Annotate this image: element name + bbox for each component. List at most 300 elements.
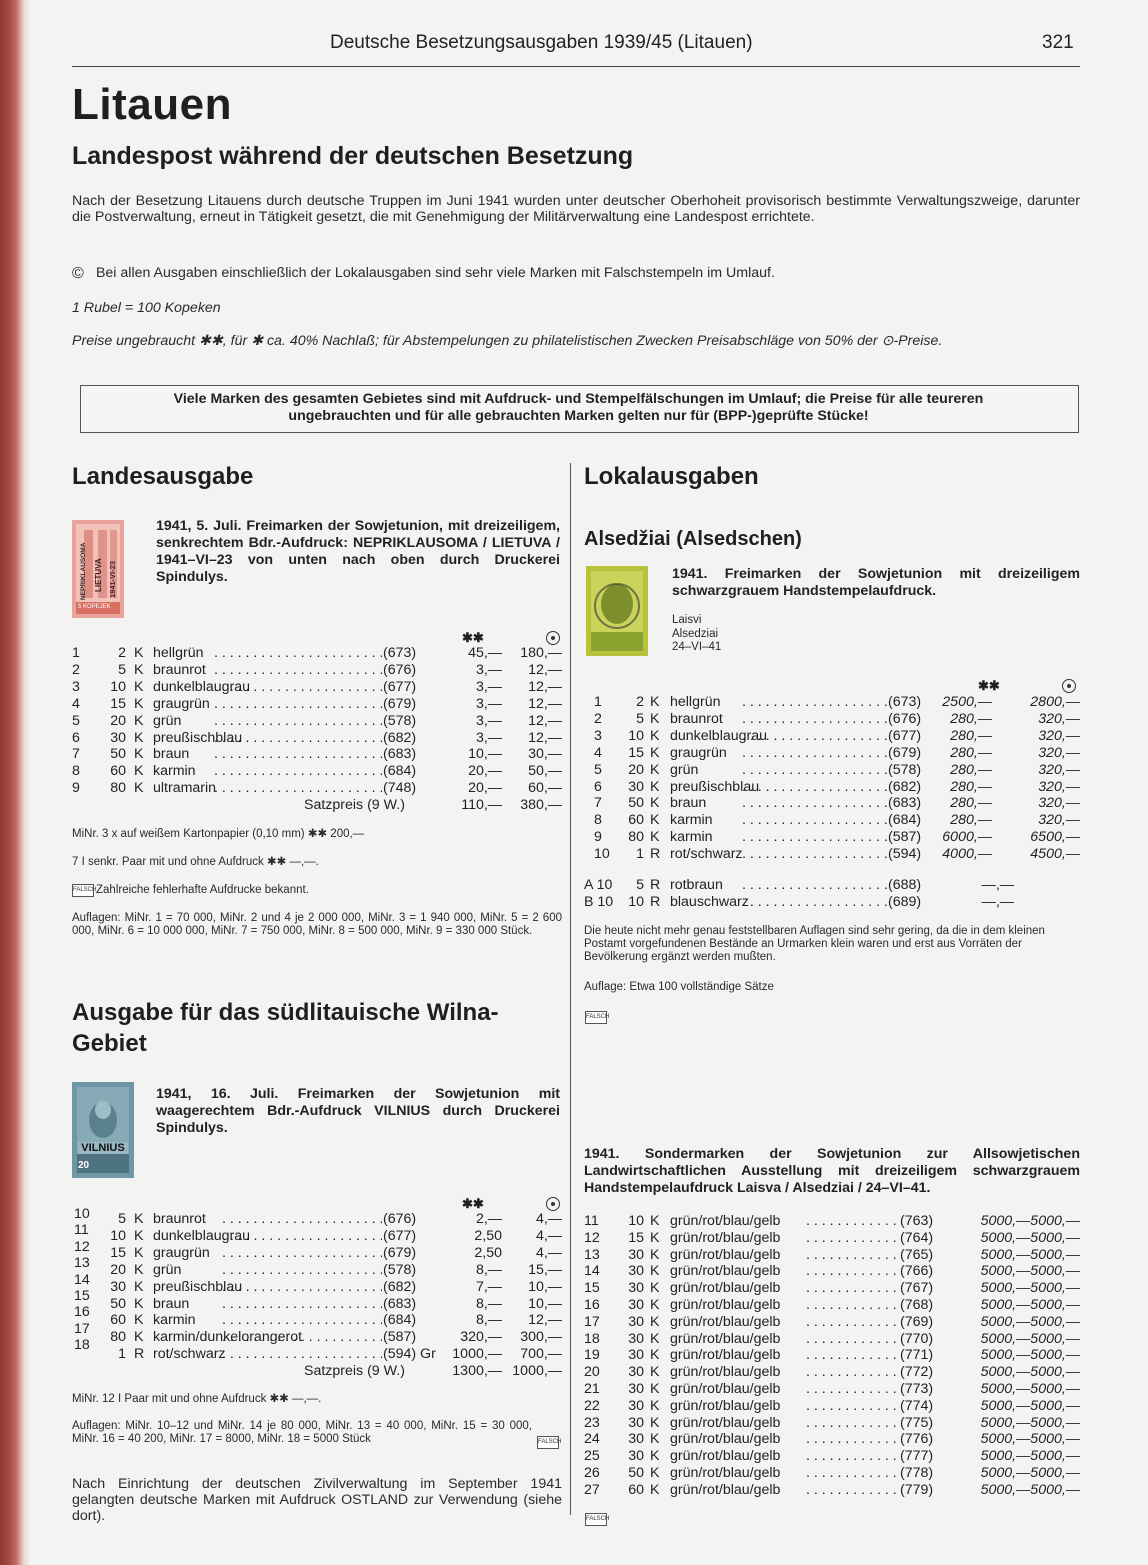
value-unit: K: [650, 1414, 660, 1431]
face-value: 10: [110, 678, 126, 695]
face-value: 60: [110, 1312, 126, 1329]
leader-dots: [222, 1245, 382, 1262]
table-row: [72, 679, 562, 696]
color-name: ultramarin: [153, 780, 217, 797]
table-row: [584, 894, 1080, 911]
used-price: 2800,—: [1030, 694, 1080, 710]
used-price: 12,—: [528, 695, 562, 712]
used-price: 300,—: [520, 1329, 562, 1346]
face-value: 1: [118, 1346, 126, 1363]
color-name: braunrot: [153, 1211, 206, 1227]
face-value: 30: [110, 1278, 126, 1295]
table-row: [72, 1211, 562, 1228]
closing-note-ostland: Nach Einrichtung der deutschen Zivilverwaltung im September 1941 gelangten deutsche Marken mit Aufdruck OSTLAND zur Verwendung (siehe dort).: [72, 1476, 562, 1524]
value-unit: K: [650, 1347, 660, 1364]
color-name: braunrot: [670, 710, 723, 727]
value-unit: K: [650, 727, 660, 744]
leader-dots: [214, 746, 382, 763]
table-row: [584, 711, 1080, 728]
ref-number: (769): [900, 1313, 934, 1330]
cat-number: 16: [74, 1304, 90, 1321]
used-price: 12,—: [528, 729, 562, 746]
leader-dots: [214, 730, 382, 747]
face-value: 15: [628, 744, 644, 761]
price-pair: 5000,—5000,—: [980, 1280, 1080, 1297]
table-row: [72, 1262, 562, 1279]
face-value: 20: [110, 1261, 126, 1278]
cat-number: 7: [594, 795, 602, 812]
ref-number: (676): [888, 710, 922, 727]
ref-number: (684): [383, 1312, 417, 1329]
ref-number: (682): [888, 778, 922, 795]
used-price: 50,—: [528, 763, 562, 780]
cat-number: 8: [594, 812, 602, 829]
cat-number: 12: [74, 1238, 90, 1255]
page-number: 321: [1042, 32, 1074, 53]
value-unit: R: [650, 877, 661, 893]
set-row-wilna: [72, 1363, 562, 1380]
note-pair-wilna: MiNr. 12 I Paar mit und ohne Aufdruck ✱✱ —,—.: [72, 1393, 322, 1405]
leader-dots: [806, 1448, 898, 1465]
cat-number: 22: [584, 1397, 600, 1414]
color-name: dunkelblaugrau: [670, 727, 768, 744]
color-name: preußischblau: [670, 778, 760, 795]
ref-number: (677): [888, 727, 922, 744]
price-pair: 5000,—5000,—: [980, 1465, 1080, 1481]
face-value: 60: [628, 812, 644, 829]
warning-line-1: Viele Marken des gesamten Gebietes sind mit Aufdruck- und Stempelfälschungen im Umlauf; die Preise für alle teureren: [173, 391, 984, 407]
leader-dots: [222, 1296, 382, 1313]
table-row: [584, 1247, 1080, 1264]
color-name: preußischblau: [153, 729, 243, 746]
face-value: 30: [628, 1313, 644, 1330]
book-spine-shadow: [0, 0, 30, 1565]
column-divider: [570, 463, 571, 1515]
mint-price: 7,—: [475, 1278, 502, 1295]
value-unit: K: [650, 1481, 660, 1498]
issue-text-landesausgabe: 1941, 5. Juli. Freimarken der Sowjetunion, mit dreizeiligem, senkrechtem Bdr.-Aufdruck: NEPRIKLAUSOMA / LIETUVA / 1941–VI–23 von unten nach oben durch Druckerei Spindulys.: [156, 518, 560, 585]
cat-number: 5: [72, 712, 80, 729]
face-value: 30: [628, 1246, 644, 1263]
color-name: dunkelblaugrau: [153, 1227, 251, 1244]
value-unit: K: [650, 1448, 660, 1465]
color-name: grün: [153, 1261, 182, 1278]
color-name: graugrün: [153, 1244, 210, 1261]
value-unit: K: [650, 1263, 660, 1280]
face-value: 1: [636, 846, 644, 863]
table-row: [584, 1347, 1080, 1364]
color-name: karmin: [670, 812, 713, 829]
used-header-icon-lokal: [1062, 679, 1076, 693]
cat-number: B 10: [584, 893, 614, 910]
ref-number: (765): [900, 1246, 934, 1263]
leader-dots: [806, 1482, 898, 1499]
issue-text-wilna: 1941, 16. Juli. Freimarken der Sowjetunion mit waagerechtem Bdr.-Aufdruck VILNIUS durch Druckerei Spindulys.: [156, 1086, 560, 1136]
ref-number: (578): [383, 1261, 417, 1278]
price-pair: 5000,—5000,—: [980, 1263, 1080, 1280]
table-row: [72, 746, 562, 763]
leader-dots: [742, 877, 888, 894]
price-pair: 5000,—5000,—: [980, 1481, 1080, 1498]
mint-price: 3,—: [475, 678, 502, 695]
leader-dots: [742, 779, 888, 796]
price-pair: 5000,—5000,—: [980, 1347, 1080, 1364]
ref-number: (682): [383, 1278, 417, 1295]
table-row: [584, 846, 1080, 863]
price-pair: 5000,—5000,—: [980, 1397, 1080, 1414]
value-unit: K: [134, 645, 144, 661]
price-pair: 5000,—5000,—: [980, 1330, 1080, 1347]
stamp-ovp-line-1: NEPRIKLAUSOMA: [80, 542, 87, 600]
cat-number: 19: [584, 1347, 600, 1364]
ref-number: (684): [888, 812, 922, 829]
used-price: 4,—: [535, 1244, 562, 1261]
color-name: braunrot: [153, 661, 206, 678]
cat-number: 15: [584, 1280, 600, 1297]
value-unit: K: [650, 1280, 660, 1297]
leader-dots: [222, 1279, 382, 1296]
value-unit: K: [134, 780, 144, 797]
ref-number: (578): [383, 712, 417, 729]
face-value: 80: [628, 829, 644, 846]
table-row: [584, 877, 1080, 894]
mint-price: 8,—: [475, 1261, 502, 1278]
ref-number: (767): [900, 1280, 934, 1297]
table-row: [584, 1364, 1080, 1381]
note-auflage-100: Auflage: Etwa 100 vollständige Sätze: [584, 981, 774, 993]
face-value: 30: [628, 1448, 644, 1465]
section-heading-lokalausgaben: Lokalausgaben: [584, 463, 759, 490]
leader-dots: [222, 1329, 382, 1346]
ref-number: (594) Gr: [383, 1346, 436, 1363]
value-unit: R: [134, 1346, 145, 1363]
face-value: 20: [110, 712, 126, 729]
value-unit: K: [134, 1261, 144, 1278]
value-unit: K: [650, 1431, 660, 1448]
color-name: preußischblau: [153, 1278, 243, 1295]
used-price: 320,—: [1038, 795, 1080, 812]
color-name: hellgrün: [670, 694, 721, 710]
face-value: 30: [628, 1280, 644, 1297]
face-value: 2: [636, 694, 644, 710]
face-value: 60: [110, 763, 126, 780]
used-price: 320,—: [1038, 744, 1080, 761]
ref-number: (673): [888, 694, 922, 710]
leader-dots: [806, 1398, 898, 1415]
face-value: 50: [628, 1465, 644, 1481]
face-value: 30: [628, 1431, 644, 1448]
leader-dots: [806, 1431, 898, 1448]
face-value: 20: [628, 761, 644, 778]
value-unit: K: [134, 712, 144, 729]
face-value: 30: [110, 729, 126, 746]
ref-number: (764): [900, 1229, 934, 1246]
ref-number: (677): [383, 678, 417, 695]
value-unit: K: [650, 1381, 660, 1397]
color-name: grün/rot/blau/gelb: [670, 1448, 781, 1465]
ref-number: (682): [383, 729, 417, 746]
leader-dots: [222, 1228, 382, 1245]
value-unit: K: [650, 1297, 660, 1313]
face-value: 10: [628, 893, 644, 910]
running-header: Deutsche Besetzungsausgaben 1939/45 (Litauen): [330, 32, 753, 53]
value-unit: K: [650, 1229, 660, 1246]
section-heading-wilna-2: Gebiet: [72, 1030, 147, 1057]
falsch-badge-icon-lokal: FALSCH: [585, 1011, 607, 1024]
ref-number: (679): [888, 744, 922, 761]
mint-price: 3,—: [475, 712, 502, 729]
value-unit: K: [650, 778, 660, 795]
value-unit: K: [134, 678, 144, 695]
table-row: [72, 1228, 562, 1245]
stamp-image-vilnius: [72, 1082, 134, 1178]
stamp-ovp-line-2: LIETUVA: [94, 558, 103, 592]
value-unit: K: [134, 1211, 144, 1227]
leader-dots: [742, 711, 888, 728]
color-name: grün/rot/blau/gelb: [670, 1364, 781, 1381]
table-row: [72, 713, 562, 730]
leader-dots: [742, 812, 888, 829]
face-value: 10: [628, 727, 644, 744]
color-name: grün/rot/blau/gelb: [670, 1465, 781, 1481]
mint-price: 45,—: [468, 645, 502, 661]
leader-dots: [214, 713, 382, 730]
ref-number: (673): [383, 645, 417, 661]
cat-number: 14: [74, 1271, 90, 1288]
cat-number: 18: [74, 1337, 90, 1354]
color-name: karmin: [153, 763, 196, 780]
leader-dots: [806, 1213, 898, 1230]
leader-dots: [214, 679, 382, 696]
leader-dots: [806, 1230, 898, 1247]
mint-price: 1000,—: [452, 1346, 502, 1363]
header-rule: [72, 66, 1080, 67]
mint-price: 6000,—: [942, 829, 992, 846]
page-title: Litauen: [72, 80, 232, 129]
price-pair: 5000,—5000,—: [980, 1229, 1080, 1246]
used-price: 320,—: [1038, 761, 1080, 778]
value-unit: K: [650, 1465, 660, 1481]
cat-number: A 10: [584, 877, 613, 893]
page-subtitle: Landespost während der deutschen Besetzung: [72, 142, 634, 170]
leader-dots: [806, 1465, 898, 1482]
leader-dots: [742, 694, 888, 711]
leader-dots: [806, 1415, 898, 1432]
ref-number: (688): [888, 877, 922, 893]
table-row: [72, 1346, 562, 1363]
cat-number: 4: [72, 695, 80, 712]
price-pair: 5000,—5000,—: [980, 1414, 1080, 1431]
ref-number: (766): [900, 1263, 934, 1280]
table-row: [584, 1280, 1080, 1297]
value-unit: K: [134, 1295, 144, 1312]
cat-number: 3: [594, 727, 602, 744]
price-pair: 5000,—5000,—: [980, 1313, 1080, 1330]
ref-number: (770): [900, 1330, 934, 1347]
cat-number: 25: [584, 1448, 600, 1465]
value-unit: K: [134, 763, 144, 780]
table-row: [72, 1296, 562, 1313]
ref-number: (771): [900, 1347, 934, 1364]
ref-number: (776): [900, 1431, 934, 1448]
color-name: grün/rot/blau/gelb: [670, 1397, 781, 1414]
color-name: rot/schwarz: [670, 846, 743, 863]
leader-dots: [806, 1280, 898, 1297]
price-pair: 5000,—5000,—: [980, 1448, 1080, 1465]
ref-number: (779): [900, 1481, 934, 1498]
price-pair: 5000,—5000,—: [980, 1297, 1080, 1313]
warning-text: [80, 391, 1077, 425]
value-unit: K: [650, 1246, 660, 1263]
mint-price: 280,—: [950, 710, 992, 727]
table-row: [584, 1297, 1080, 1314]
leader-dots: [806, 1331, 898, 1348]
table-row: [72, 696, 562, 713]
leader-dots: [742, 829, 888, 846]
value-unit: K: [134, 1312, 144, 1329]
mint-price: 2,50: [474, 1244, 502, 1261]
face-value: 15: [110, 1244, 126, 1261]
cat-number: 3: [72, 678, 80, 695]
used-price: 180,—: [520, 645, 562, 661]
color-name: hellgrün: [153, 645, 204, 661]
price-pair: 5000,—5000,—: [980, 1246, 1080, 1263]
value-unit: K: [134, 695, 144, 712]
issue-text-alsedziai: 1941. Freimarken der Sowjetunion mit dreizeiligem schwarzgrauem Handstempelaufdruck.: [672, 566, 1080, 599]
used-price: 700,—: [520, 1346, 562, 1363]
mint-price: —,—: [981, 893, 1014, 910]
face-value: 5: [636, 877, 644, 893]
mint-price: —,—: [981, 877, 1014, 893]
ref-number: (578): [888, 761, 922, 778]
face-value: 30: [628, 1263, 644, 1280]
mint-header-lokal: ✱✱: [978, 678, 1000, 693]
used-header-icon: [546, 631, 560, 645]
leader-dots: [806, 1381, 898, 1398]
face-value: 30: [628, 1330, 644, 1347]
face-value: 50: [110, 1295, 126, 1312]
mint-header-wilna: ✱✱: [462, 1196, 484, 1211]
ref-number: (676): [383, 1211, 417, 1227]
mint-price: 3,—: [475, 695, 502, 712]
cat-number: 24: [584, 1431, 600, 1448]
subheading-alsedziai: Alsedžiai (Alsedschen): [584, 528, 802, 550]
color-name: rot/schwarz: [153, 1346, 226, 1363]
table-row: [584, 1263, 1080, 1280]
leader-dots: [806, 1247, 898, 1264]
color-name: grün/rot/blau/gelb: [670, 1246, 781, 1263]
forgery-note-text: Bei allen Ausgaben einschließlich der Lokalausgaben sind sehr viele Marken mit Falschstempeln im Umlauf.: [95, 265, 775, 281]
cat-number: 15: [74, 1288, 90, 1304]
table-row: [584, 829, 1080, 846]
cat-number: 23: [584, 1414, 600, 1431]
face-value: 10: [110, 1227, 126, 1244]
stamp-ovp-vilnius: VILNIUS: [78, 1142, 128, 1154]
price-pair: 5000,—5000,—: [980, 1364, 1080, 1381]
value-unit: K: [134, 746, 144, 763]
color-name: grün/rot/blau/gelb: [670, 1330, 781, 1347]
cat-number: 16: [584, 1297, 600, 1313]
value-unit: R: [650, 846, 661, 863]
value-unit: K: [650, 1213, 660, 1229]
used-price: 12,—: [528, 712, 562, 729]
table-row: [584, 762, 1080, 779]
used-price: 12,—: [528, 661, 562, 678]
value-unit: K: [134, 729, 144, 746]
used-price: 320,—: [1038, 710, 1080, 727]
table-row: [584, 745, 1080, 762]
note-auflagen-gering: Die heute nicht mehr genau feststellbaren Auflagen sind sehr gering, da die in dem kleinen Postamt vorgefundenen Bestände an Urmarken klein waren und erst aus Vorräten der Bevölkerung ergänzt werden mußten.: [584, 925, 1045, 963]
mint-price: 3,—: [475, 661, 502, 678]
ref-number: (772): [900, 1364, 934, 1381]
leader-dots: [742, 728, 888, 745]
set-mint-wilna: 1300,—: [452, 1363, 502, 1379]
ref-number: (677): [383, 1227, 417, 1244]
color-name: grün/rot/blau/gelb: [670, 1229, 781, 1246]
cat-number: 14: [584, 1263, 600, 1280]
ref-number: (775): [900, 1414, 934, 1431]
set-mint: 110,—: [461, 797, 502, 813]
leader-dots: [214, 662, 382, 679]
mint-price: 10,—: [468, 746, 502, 763]
ref-number: (683): [383, 746, 417, 763]
issue-text-ausstellung: 1941. Sondermarken der Sowjetunion zur Allsowjetischen Landwirtschaftlichen Ausstellung mit dreizeiligem schwarzgrauem Handstempelaufdruck Laisva / Alsedziai / 24–VI–41.: [584, 1146, 1080, 1196]
leader-dots: [214, 763, 382, 780]
color-name: karmin/dunkelorangerot: [153, 1329, 303, 1346]
value-unit: K: [650, 694, 660, 710]
ref-number: (748): [383, 780, 417, 797]
face-value: 5: [118, 661, 126, 678]
value-unit: K: [134, 661, 144, 678]
ref-number: (676): [383, 661, 417, 678]
table-row: [584, 728, 1080, 745]
mint-price: 4000,—: [942, 846, 992, 863]
leader-dots: [742, 846, 888, 863]
cat-number: 1: [72, 645, 80, 661]
table-row: [584, 1415, 1080, 1432]
cat-number: 6: [72, 729, 80, 746]
value-unit: K: [650, 812, 660, 829]
cat-number: 13: [584, 1246, 600, 1263]
used-price: 60,—: [528, 780, 562, 797]
forgery-warning-icon: ©: [72, 265, 84, 282]
currency-note: 1 Rubel = 100 Kopeken: [72, 300, 221, 316]
face-value: 30: [628, 1414, 644, 1431]
cat-number: 17: [584, 1313, 600, 1330]
stamp-ovp-line-3: 1941-VI-23: [108, 560, 117, 598]
value-unit: K: [134, 1278, 144, 1295]
price-note: Preise ungebraucht ✱✱, für ✱ ca. 40% Nachlaß; für Abstempelungen zu philatelistischen Zwecken Preisabschläge von 50% der ⊙-Preise.: [72, 333, 943, 349]
stamp-value: 5 KOPEJEK: [78, 604, 111, 610]
ref-number: (679): [383, 1244, 417, 1261]
intro-paragraph: Nach der Besetzung Litauens durch deutsche Truppen im Juni 1941 wurden unter deutscher Oberhoheit provisorisch bestimmte Verwaltungszweige, darunter die Postverwaltung, erneut in Tätigkeit gesetzt, die mit Genehmigung der Militärverwaltung eine Landespost errichtete.: [72, 193, 1080, 225]
set-used-wilna: 1000,—: [512, 1363, 562, 1379]
mint-price: 280,—: [950, 795, 992, 812]
value-unit: K: [650, 829, 660, 846]
value-unit: K: [650, 761, 660, 778]
table-row: [584, 1230, 1080, 1247]
value-unit: R: [650, 893, 661, 910]
color-name: grün: [670, 761, 699, 778]
table-row: [584, 694, 1080, 711]
ovp-line-1: Laisvi: [672, 614, 702, 626]
used-price: 320,—: [1038, 727, 1080, 744]
used-price: 12,—: [528, 1312, 562, 1329]
table-row: [72, 763, 562, 780]
table-row: [72, 730, 562, 747]
cat-number: 11: [584, 1213, 599, 1229]
face-value: 30: [628, 778, 644, 795]
